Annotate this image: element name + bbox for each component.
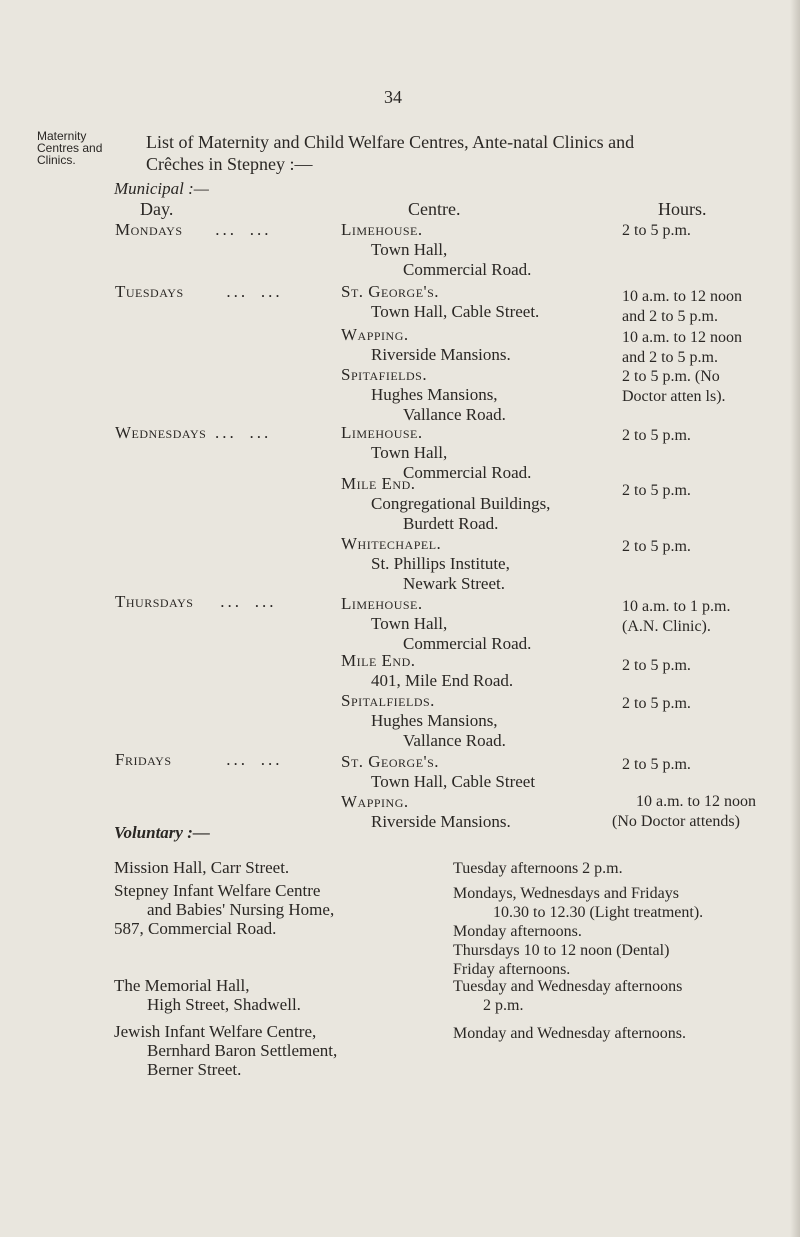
voluntary-hours-line: 2 p.m.: [483, 997, 524, 1014]
centre-address: Newark Street.: [403, 574, 505, 593]
centre-entry: [341, 792, 511, 832]
centre-name: Spitafields.: [341, 365, 428, 384]
hours-line: 10 a.m. to 12 noon: [622, 329, 742, 346]
hours-line: 2 to 5 p.m.: [622, 657, 691, 674]
day-column-header: Day.: [140, 199, 174, 219]
hours-line: 2 to 5 p.m. (No: [622, 368, 720, 385]
centre-name: St. George's.: [341, 282, 440, 301]
hours-line: (A.N. Clinic).: [622, 618, 711, 635]
centre-hours: [622, 481, 691, 501]
centre-address: Hughes Mansions,: [371, 711, 498, 730]
hours-line: 10 a.m. to 1 p.m.: [622, 598, 731, 615]
hours-line: and 2 to 5 p.m.: [622, 308, 718, 325]
hours-line: 2 to 5 p.m.: [622, 538, 691, 555]
centre-entry: [341, 752, 535, 792]
centre-entry: [341, 651, 513, 691]
centre-hours: [622, 426, 691, 446]
centre-entry: [341, 365, 506, 425]
centre-name: Limehouse.: [341, 594, 423, 613]
day-label: [115, 592, 276, 612]
voluntary-centre: [114, 858, 289, 877]
centre-address: Riverside Mansions.: [371, 812, 511, 831]
leader-dots: ...: [254, 592, 277, 611]
hours-line: 2 to 5 p.m.: [622, 695, 691, 712]
centre-entry: [341, 325, 511, 365]
centre-name: Whitechapel.: [341, 534, 442, 553]
leader-dots: ...: [249, 220, 272, 239]
margin-note: [37, 130, 102, 166]
centre-name: Limehouse.: [341, 220, 423, 239]
centre-hours: [622, 328, 742, 368]
leader-dots: ...: [215, 423, 237, 442]
voluntary-hours-line: Monday afternoons.: [453, 923, 582, 940]
centre-name: Mile End.: [341, 474, 416, 493]
voluntary-centre: [114, 881, 334, 938]
hours-column-header: Hours.: [658, 199, 707, 219]
centre-address: Town Hall,: [371, 240, 448, 259]
intro-line: Crêches in Stepney :—: [146, 154, 313, 174]
voluntary-hours: [453, 884, 703, 979]
centre-name: Spitalfields.: [341, 691, 435, 710]
centre-address: Town Hall, Cable Street.: [371, 302, 540, 321]
margin-note-line: Clinics.: [37, 153, 76, 167]
centre-address: Vallance Road.: [403, 405, 506, 424]
hours-line: Doctor atten ls).: [622, 388, 726, 405]
centre-address: Burdett Road.: [403, 514, 499, 533]
voluntary-hours-line: Friday afternoons.: [453, 961, 571, 978]
centre-entry: [341, 474, 550, 534]
intro-paragraph: [146, 131, 634, 175]
leader-dots: ...: [260, 750, 283, 769]
centre-column-header: Centre.: [408, 199, 461, 219]
centre-name: Wapping.: [341, 792, 409, 811]
centre-entry: [341, 220, 531, 280]
day-name: Fridays: [115, 750, 172, 769]
margin-note-line: Centres and: [37, 141, 103, 155]
centre-entry: [341, 691, 506, 751]
day-label: [115, 220, 272, 240]
centre-hours: [622, 694, 691, 714]
hours-line: 2 to 5 p.m.: [622, 427, 691, 444]
hours-line: 2 to 5 p.m.: [622, 482, 691, 499]
voluntary-centre-line: Berner Street.: [147, 1060, 242, 1079]
leader-dots: ...: [215, 220, 238, 239]
centre-address: Congregational Buildings,: [371, 494, 551, 513]
day-name: Wednesdays: [115, 423, 207, 442]
centre-entry: [341, 594, 531, 654]
centre-hours: [622, 656, 691, 676]
centre-address: Riverside Mansions.: [371, 345, 511, 364]
voluntary-centre-line: Bernhard Baron Settlement,: [147, 1041, 338, 1060]
hours-line: 10 a.m. to 12 noon: [636, 793, 756, 810]
centre-address: Commercial Road.: [403, 260, 532, 279]
voluntary-heading: Voluntary :—: [114, 823, 210, 842]
centre-entry: [341, 534, 510, 594]
margin-note-line: Maternity: [37, 129, 87, 143]
centre-name: Mile End.: [341, 651, 416, 670]
day-label: [115, 282, 283, 302]
day-label: [115, 423, 271, 443]
voluntary-hours: [453, 1024, 686, 1043]
page-edge-shadow: [790, 0, 800, 1237]
voluntary-centre-line: and Babies' Nursing Home,: [147, 900, 335, 919]
centre-hours: [622, 755, 691, 775]
centre-name: St. George's.: [341, 752, 440, 771]
centre-hours: [622, 287, 742, 327]
centre-hours: [622, 221, 691, 241]
centre-hours: [622, 597, 730, 637]
hours-line: and 2 to 5 p.m.: [622, 349, 718, 366]
intro-line: List of Maternity and Child Welfare Centres, Ante-natal Clinics and: [146, 132, 635, 152]
voluntary-hours-line: Mondays, Wednesdays and Fridays: [453, 885, 679, 902]
voluntary-centre-line: Stepney Infant Welfare Centre: [114, 881, 321, 900]
leader-dots: ...: [226, 750, 249, 769]
voluntary-centre-line: 587, Commercial Road.: [114, 919, 277, 938]
centre-address: Commercial Road.: [403, 463, 532, 482]
centre-name: Wapping.: [341, 325, 409, 344]
leader-dots: ...: [220, 592, 242, 611]
centre-address: Hughes Mansions,: [371, 385, 498, 404]
voluntary-centre-line: The Memorial Hall,: [114, 976, 250, 995]
municipal-heading: Municipal :—: [114, 179, 209, 198]
centre-address: Town Hall, Cable Street: [371, 772, 536, 791]
voluntary-hours-line: Thursdays 10 to 12 noon (Dental): [453, 942, 670, 959]
voluntary-hours: [453, 859, 623, 878]
hours-line: 2 to 5 p.m.: [622, 756, 691, 773]
voluntary-hours-line: Monday and Wednesday afternoons.: [453, 1025, 687, 1042]
voluntary-centre-line: Mission Hall, Carr Street.: [114, 858, 290, 877]
centre-address: St. Phillips Institute,: [371, 554, 510, 573]
centre-hours: [622, 537, 691, 557]
day-name: Mondays: [115, 220, 183, 239]
leader-dots: ...: [226, 282, 249, 301]
centre-address: Town Hall,: [371, 614, 448, 633]
voluntary-centre-line: High Street, Shadwell.: [147, 995, 301, 1014]
day-label: [115, 750, 283, 770]
voluntary-centre: [114, 976, 301, 1014]
voluntary-hours-line: 10.30 to 12.30 (Light treatment).: [493, 904, 704, 921]
leader-dots: ...: [249, 423, 272, 442]
day-name: Tuesdays: [115, 282, 184, 301]
centre-address: Vallance Road.: [403, 731, 506, 750]
voluntary-hours: [453, 977, 682, 1015]
centre-address: Commercial Road.: [403, 634, 532, 653]
centre-address: Town Hall,: [371, 443, 448, 462]
centre-hours: [622, 367, 726, 407]
hours-line: (No Doctor attends): [612, 813, 740, 830]
voluntary-centre: [114, 1022, 337, 1079]
hours-line: 10 a.m. to 12 noon: [622, 288, 742, 305]
voluntary-centre-line: Jewish Infant Welfare Centre,: [114, 1022, 317, 1041]
voluntary-hours-line: Tuesday afternoons 2 p.m.: [453, 860, 623, 877]
centre-hours: [612, 792, 756, 832]
hours-line: 2 to 5 p.m.: [622, 222, 691, 239]
leader-dots: ...: [260, 282, 283, 301]
page-number: 34: [384, 87, 402, 107]
voluntary-hours-line: Tuesday and Wednesday afternoons: [453, 978, 683, 995]
centre-address: 401, Mile End Road.: [371, 671, 514, 690]
centre-entry: [341, 282, 539, 322]
centre-name: Limehouse.: [341, 423, 423, 442]
day-name: Thursdays: [115, 592, 194, 611]
